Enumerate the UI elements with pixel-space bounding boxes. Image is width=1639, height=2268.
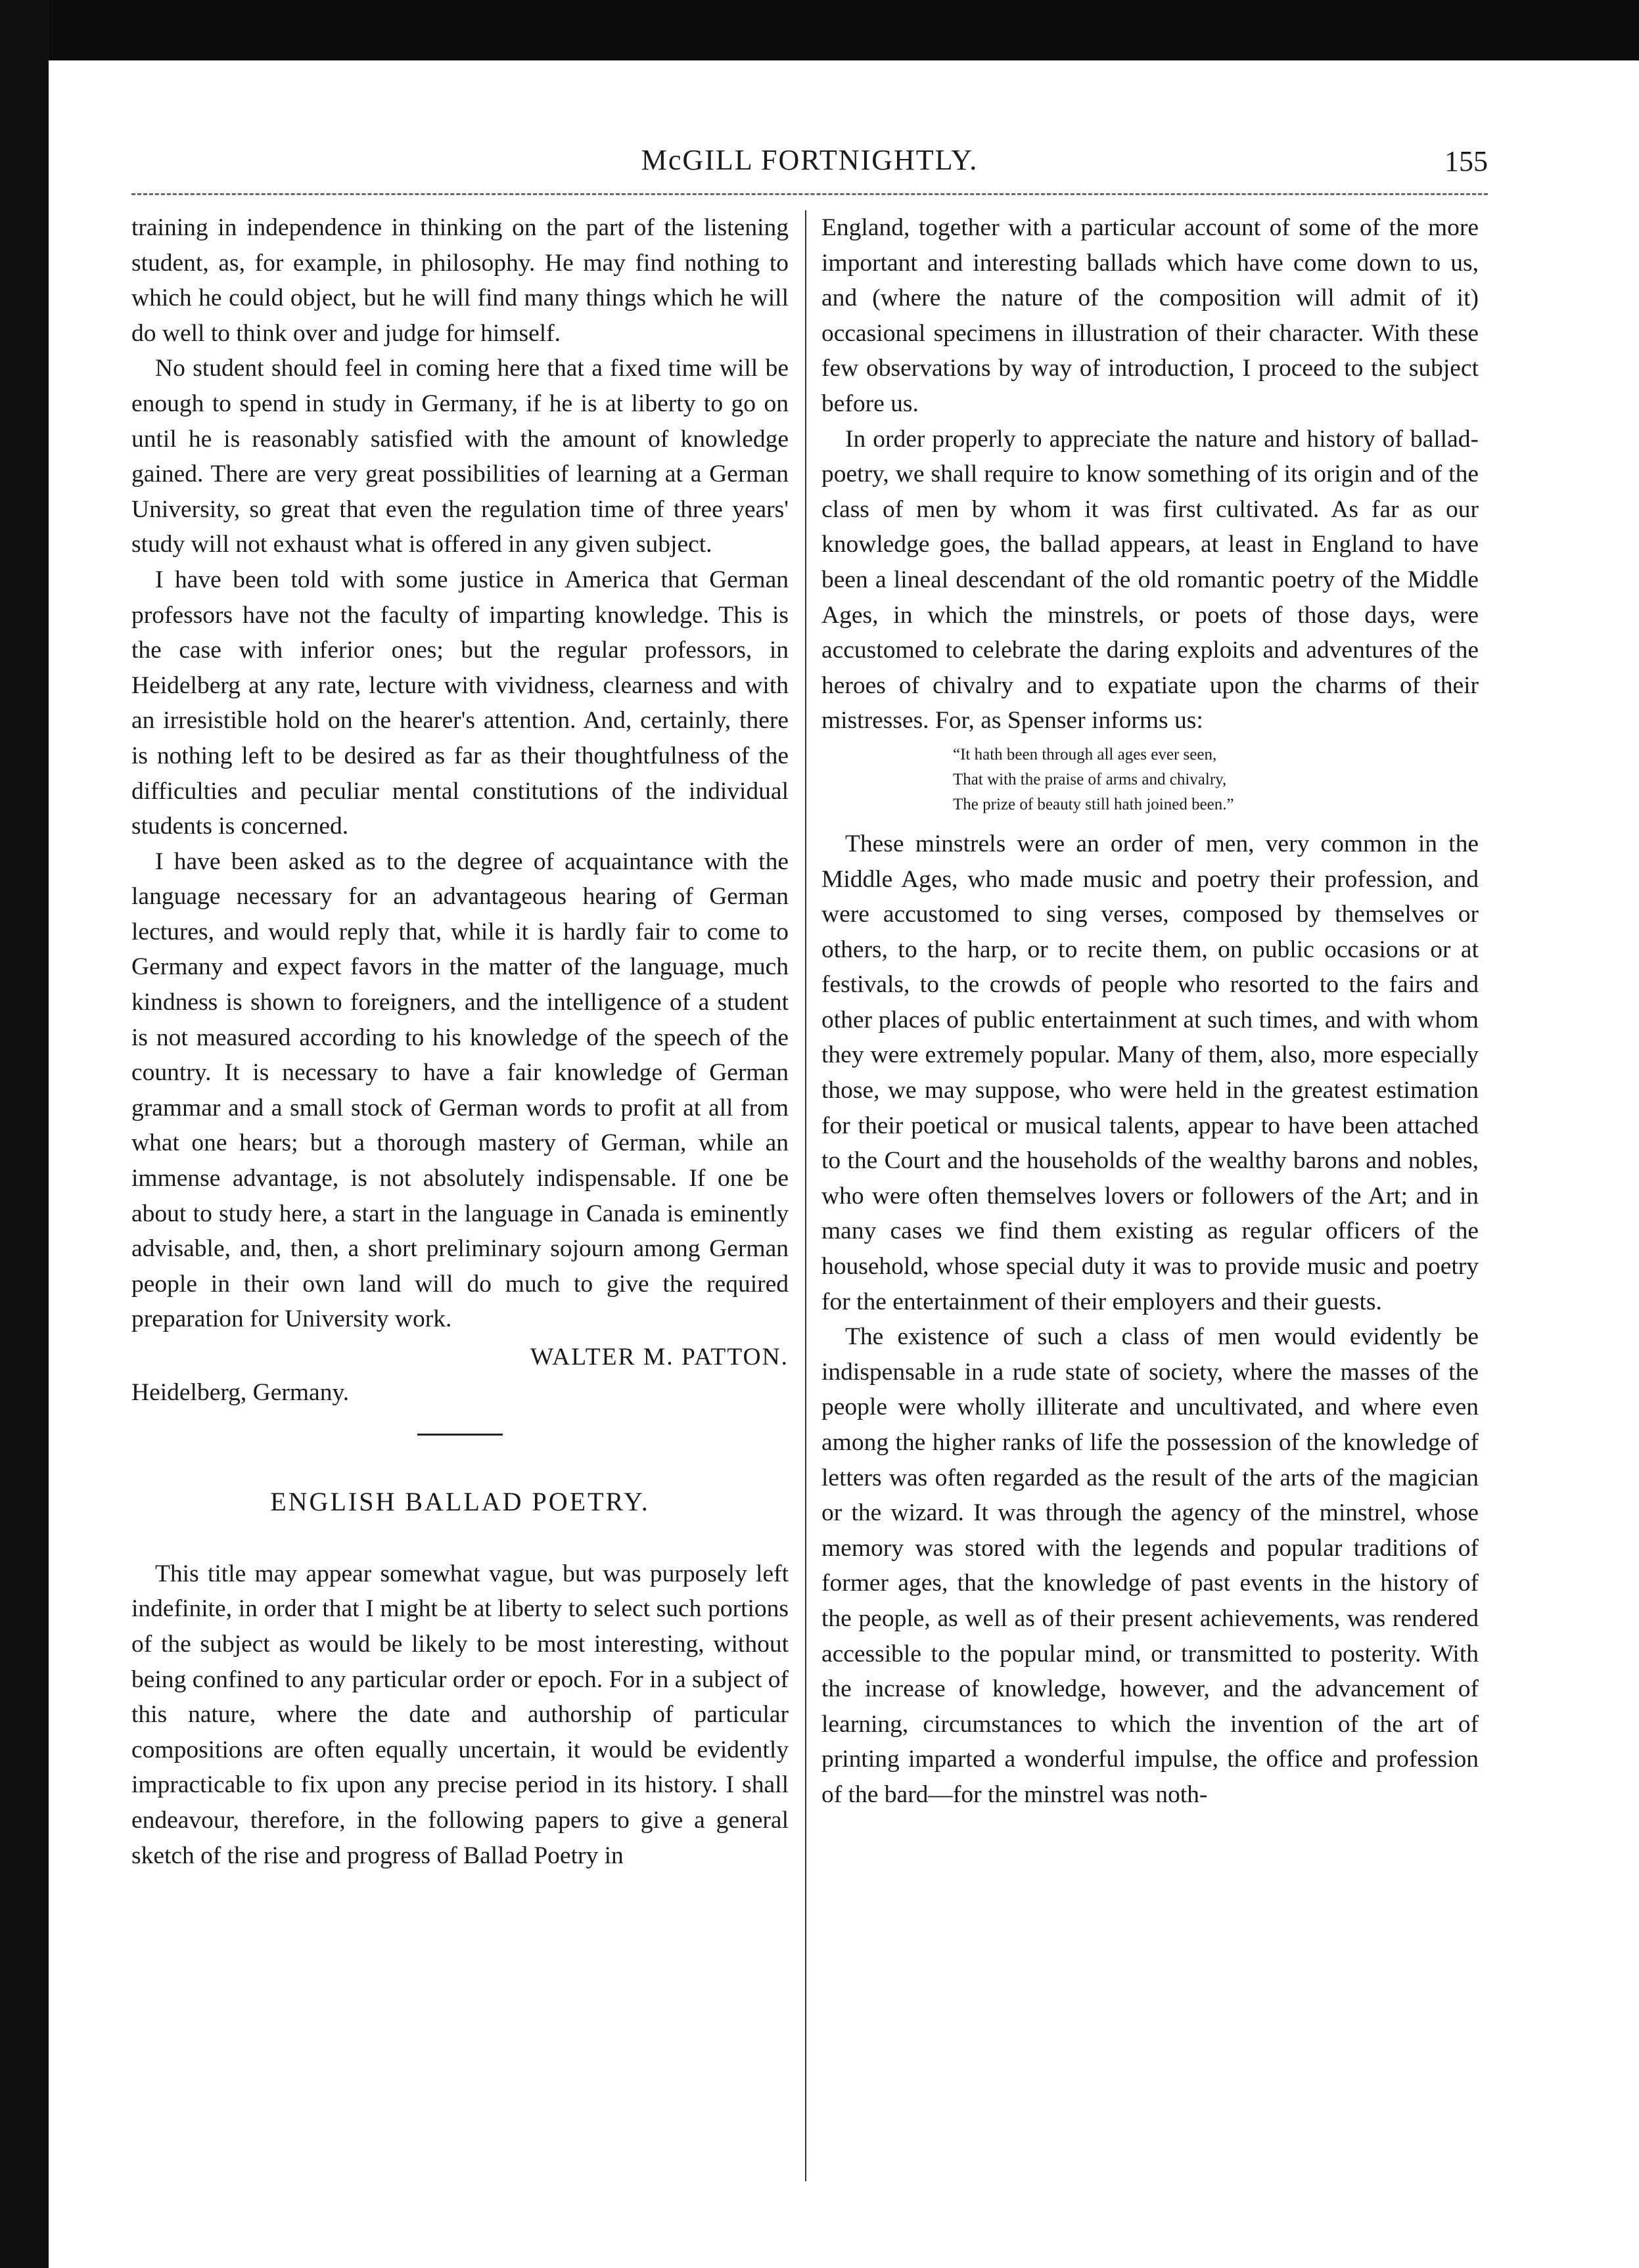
- article-title: ENGLISH BALLAD POETRY.: [270, 1487, 650, 1517]
- paragraph: I have been told with some justice in America that German professors have not the faculty of imparting knowledge. This is the case with inferior ones; but the regular professors, in Heidelberg at any rate, lecture with vividness, clearness and with an irresistible hold on the hearer's attention. And, certainly, there is nothing left to be desired as far as their thoughtfulness of the difficulties and peculiar mental constitutions of the individual students is concerned.: [131, 566, 789, 840]
- verse-quotation: [953, 742, 1479, 817]
- verse-line: That with the praise of arms and chivalry,: [953, 770, 1227, 788]
- right-column: [821, 210, 1479, 2247]
- header-rule: [131, 193, 1488, 195]
- paragraph: I have been asked as to the degree of acquaintance with the language necessary for an advantageous hearing of German lectures, and would reply that, while it is hardly fair to come to Germany and expect favors in the matter of the language, much kindness is shown to foreigners, and the intelligence of a student is not measured according to his knowledge of the speech of the country. It is necessary to have a fair knowledge of German grammar and a small stock of German words to profit at all from what one hears; but a thorough mastery of German, while an immense advantage, is not absolutely indispensable. If one be about to study here, a start in the language in Canada is eminently advisable, and, then, a short preliminary sojourn among German people in their own land will do much to give the required preparation for University work.: [131, 848, 789, 1333]
- scan-left-border: [0, 0, 49, 2268]
- section-separator: [417, 1434, 503, 1436]
- author-location: Heidelberg, Germany.: [131, 1378, 350, 1406]
- paragraph: These minstrels were an order of men, very common in the Middle Ages, who made music and poetry their profession, and were accustomed to sing verses, composed by themselves or others, to the harp, or to recite them, on public occasions or at festivals, to the crowds of people who resorted to the fairs and other places of public entertainment at such times, and with whom they were extremely popular. Many of them, also, more especially those, we may suppose, who were held in the greatest estimation for their poetical or musical talents, appear to have been attached to the Court and the households of the wealthy barons and nobles, who were often themselves lovers or followers of the Art; and in many cases we find them existing as regular officers of the household, whose special duty it was to provide music and poetry for the entertainment of their employers and their guests.: [821, 830, 1479, 1315]
- left-column: [131, 210, 789, 2247]
- paragraph: training in independence in thinking on the part of the listening student, as, for example, in philosophy. He may find nothing to which he could object, but he will find many things which he will do well to think over and judge for himself.: [131, 214, 789, 347]
- running-head: McGILL FORTNIGHTLY.: [641, 144, 979, 176]
- page-header: [131, 143, 1488, 189]
- column-divider: [805, 210, 806, 2181]
- paragraph: No student should feel in coming here that a fixed time will be enough to spend in study in Germany, if he is at liberty to go on until he is reasonably satisfied with the amount of knowledge gained. There are very great possibilities of learning at a German University, so great that even the regulation time of three years' study will not exhaust what is offered in any given subject.: [131, 355, 789, 558]
- author-signature: WALTER M. PATTON.: [530, 1344, 789, 1371]
- scan-top-border: [0, 0, 1639, 60]
- verse-line: The prize of beauty still hath joined been.”: [953, 795, 1234, 813]
- verse-line: “It hath been through all ages ever seen,: [953, 745, 1217, 763]
- paragraph: The existence of such a class of men would evidently be indispensable in a rude state of society, where the masses of the people were wholly illiterate and uncultivated, and where even among the higher ranks of life the possession of the knowledge of letters was often regarded as the result of the arts of the magician or the wizard. It was through the agency of the minstrel, whose memory was stored with the legends and popular traditions of former ages, that the knowledge of past events in the history of the people, as well as of their present achievements, was rendered accessible to the popular mind, or transmitted to posterity. With the increase of knowledge, however, and the advancement of learning, circumstances to which the invention of the art of printing imparted a wonderful impulse, the office and profession of the bard—for the minstrel was noth-: [821, 1323, 1479, 1808]
- paragraph: In order properly to appreciate the nature and history of ballad-poetry, we shall require to know something of its origin and of the class of men by whom it was first cultivated. As far as our knowledge goes, the ballad appears, at least in England to have been a lineal descendant of the old romantic poetry of the Middle Ages, in which the minstrels, or poets of those days, were accustomed to celebrate the daring exploits and adventures of the heroes of chivalry and to expatiate upon the charms of their mistresses. For, as Spenser informs us:: [821, 425, 1479, 735]
- paragraph: England, together with a particular account of some of the more important and interesting ballads which have come down to us, and (where the nature of the composition will admit of it) occasional specimens in illustration of their character. With these few observations by way of introduction, I proceed to the subject before us.: [821, 214, 1479, 417]
- page-number: 155: [1444, 145, 1488, 177]
- paragraph: This title may appear somewhat vague, but was purposely left indefinite, in order that I might be at liberty to select such portions of the subject as would be likely to be most interesting, without being confined to any particular order or epoch. For in a subject of this nature, where the date and authorship of particular compositions are often equally uncertain, it would be evidently impracticable to fix upon any precise period in its history. I shall endeavour, therefore, in the following papers to give a general sketch of the rise and progress of Ballad Poetry in: [131, 1560, 789, 1869]
